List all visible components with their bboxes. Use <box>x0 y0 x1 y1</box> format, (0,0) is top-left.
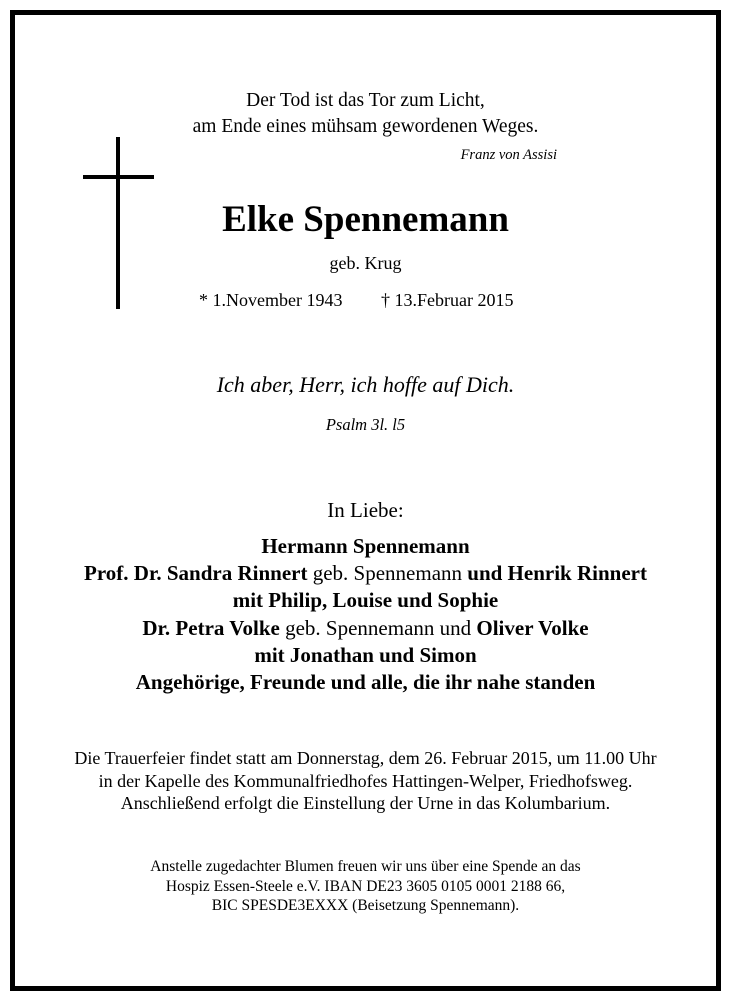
mourner-note: geb. Spennemann und <box>279 615 477 640</box>
in-love-heading: In Liebe: <box>327 498 404 522</box>
mourner-line <box>0 669 731 696</box>
mourner-name: mit Jonathan und Simon <box>254 642 477 667</box>
donation-line: BIC SPESDE3EXXX (Beisetzung Spennemann). <box>211 897 520 914</box>
quote-line: am Ende eines mühsam gewordenen Weges. <box>192 116 539 137</box>
donation-info <box>0 857 731 916</box>
service-line: Anschließend erfolgt die Einstellung der Urne in das Kolumbarium. <box>120 793 611 813</box>
mourner-line <box>0 533 731 560</box>
mourner-line <box>0 642 731 669</box>
maiden-name: geb. Krug <box>329 253 402 273</box>
psalm-reference: Psalm 3l. l5 <box>325 415 406 434</box>
mourner-name: mit Philip, Louise und Sophie <box>232 588 499 613</box>
birth-date: * 1.November 1943 <box>199 290 343 310</box>
death-date: † 13.Februar 2015 <box>381 290 514 310</box>
donation-line: Anstelle zugedachter Blumen freuen wir uns über eine Spende an das <box>150 858 581 875</box>
mourner-line <box>0 615 731 642</box>
psalm-quote: Ich aber, Herr, ich hoffe auf Dich. <box>216 372 515 397</box>
mourners-list <box>0 533 731 696</box>
quote-line: Der Tod ist das Tor zum Licht, <box>246 90 485 111</box>
mourner-note: geb. Spennemann <box>307 561 468 586</box>
donation-line: Hospiz Essen-Steele e.V. IBAN DE23 3605 0105 0001 2188 66, <box>165 877 566 895</box>
service-line: Die Trauerfeier findet statt am Donnerstag, dem 26. Februar 2015, um 11.00 Uhr <box>74 748 657 768</box>
mourner-name: und Henrik Rinnert <box>467 561 647 586</box>
deceased-name: Elke Spennemann <box>222 199 509 240</box>
service-line: in der Kapelle des Kommunalfriedhofes Hattingen-Welper, Friedhofsweg. <box>98 770 633 791</box>
mourner-line <box>0 560 731 587</box>
quote-author: Franz von Assisi <box>460 147 557 163</box>
mourner-name: Oliver Volke <box>476 615 589 640</box>
service-info <box>0 747 731 815</box>
mourner-name: Prof. Dr. Sandra Rinnert <box>84 561 308 586</box>
mourner-name: Angehörige, Freunde und alle, die ihr nahe standen <box>135 670 596 695</box>
mourner-line <box>0 587 731 614</box>
mourner-name: Hermann Spennemann <box>261 534 470 558</box>
mourner-name: Dr. Petra Volke <box>142 615 280 640</box>
opening-quote <box>0 88 731 140</box>
